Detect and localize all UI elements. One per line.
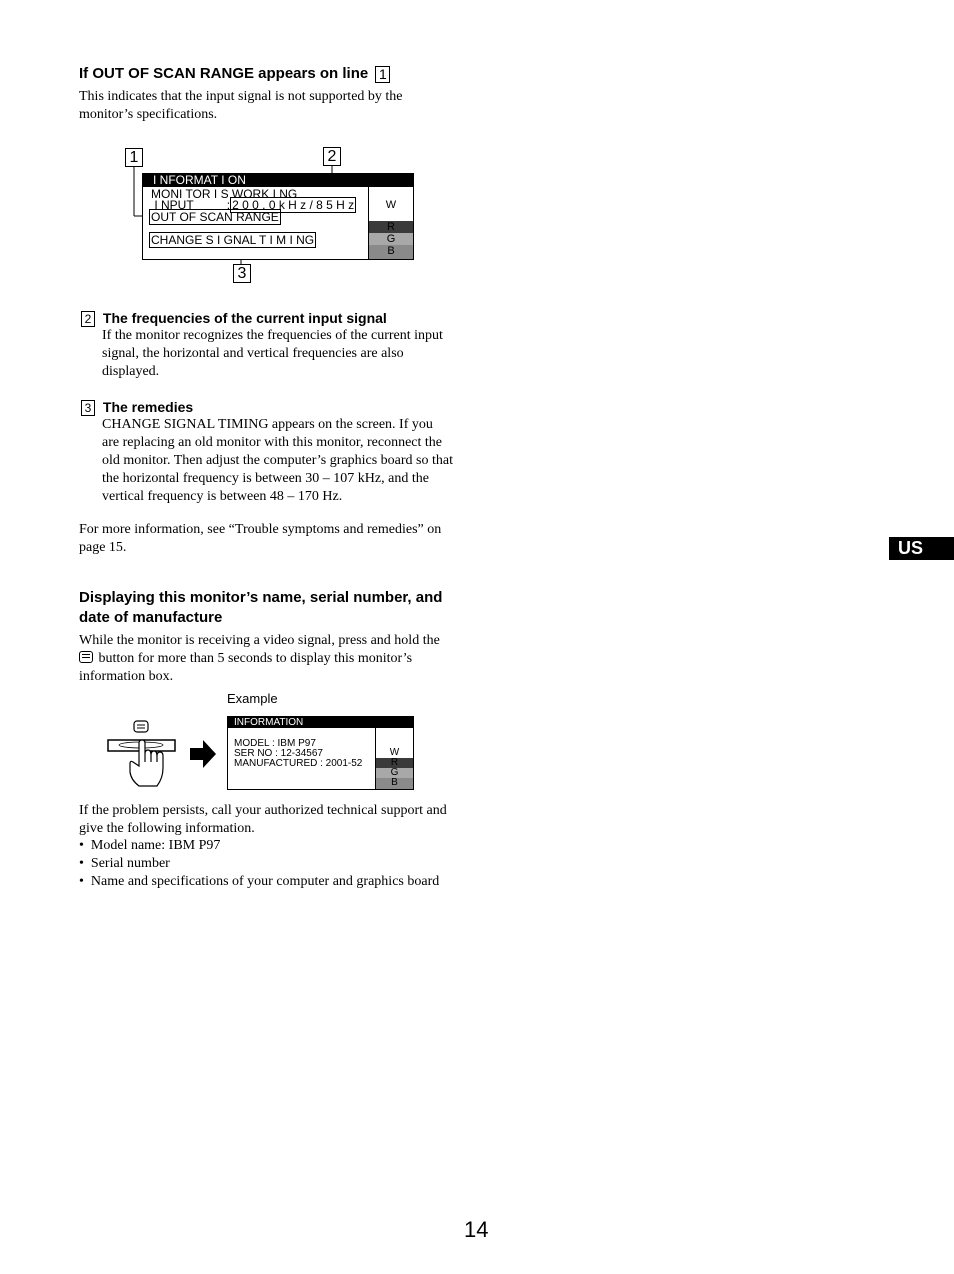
list-item: • Name and specifications of your computer and graphics board xyxy=(79,874,440,889)
osd2-serial: SER NO : 12-34567 xyxy=(234,748,323,759)
support-list xyxy=(79,837,459,891)
color-r: R xyxy=(369,221,413,233)
callout-2: 2 xyxy=(323,147,341,166)
color-b: B xyxy=(369,245,413,259)
support-paragraph: If the problem persists, call your authorized technical support and give the following information. xyxy=(79,803,447,836)
osd-input-label: I NPUT : xyxy=(151,198,231,212)
line-number-box: 1 xyxy=(375,66,390,83)
menu-button-icon xyxy=(79,651,93,663)
bullet-serial-number: Serial number xyxy=(90,856,170,871)
body-before-icon: While the monitor is receiving a video signal, press and hold the xyxy=(79,633,440,648)
item-3-heading xyxy=(81,398,453,416)
example-label: Example xyxy=(227,691,278,706)
more-info-paragraph: For more information, see “Trouble symptoms and remedies” on page 15. xyxy=(79,522,442,555)
osd2-color-r: R xyxy=(376,758,413,768)
menu-button-symbol xyxy=(134,721,148,732)
osd2-title: INFORMATION xyxy=(228,717,413,728)
item-2-heading xyxy=(81,309,453,327)
osd2-model: MODEL : IBM P97 xyxy=(234,738,316,749)
item-frequencies xyxy=(81,309,453,381)
color-w: W xyxy=(385,199,397,211)
osd2-color-w: W xyxy=(389,747,400,758)
arrow-right-icon xyxy=(190,740,216,768)
osd-change-signal-text: CHANGE S I GNAL T I M I NG xyxy=(151,233,315,247)
bullet-model-name: Model name: IBM P97 xyxy=(90,838,221,853)
section-heading-display-info: Displaying this monitor’s name, serial number, and date of manufacture xyxy=(79,589,443,626)
page-number: 14 xyxy=(464,1217,489,1242)
osd2-color-b: B xyxy=(376,778,413,789)
item-3-body: CHANGE SIGNAL TIMING appears on the screen. If you are replacing an old monitor with this monitor, reconnect the old monitor. Then adjust the computer’s graphics board so that the horizontal frequency is between 30 – 107 kHz, and the vertical frequency is between 48 – 170 Hz. xyxy=(102,417,453,505)
osd-line-working: MONI TOR I S WORK I NG xyxy=(151,187,298,201)
intro-paragraph: This indicates that the input signal is not supported by the monitor’s specifications. xyxy=(79,89,403,122)
osd2-color-column xyxy=(375,728,413,789)
list-item: • Serial number xyxy=(79,856,170,871)
osd-line-out-of-range xyxy=(149,211,281,223)
osd2-manufactured: MANUFACTURED : 2001-52 xyxy=(234,758,363,769)
osd-model-info-box xyxy=(227,716,414,790)
osd-out-of-range-text: OUT OF SCAN RANGE xyxy=(151,210,279,224)
hand-press-button-illustration xyxy=(105,718,225,790)
osd-color-column xyxy=(368,187,413,259)
language-tab: US xyxy=(889,537,954,560)
osd-information-box xyxy=(142,173,414,260)
color-g: G xyxy=(369,233,413,245)
callout-1: 1 xyxy=(125,148,143,167)
section-2-body xyxy=(79,632,457,686)
bullet-computer-specs: Name and specifications of your computer and graphics board xyxy=(90,874,440,889)
heading-text: If OUT OF SCAN RANGE appears on line xyxy=(79,65,369,82)
section-heading-out-of-scan xyxy=(79,64,390,84)
osd-input-frequency: 2 0 0 . 0 k H z / 8 5 H z xyxy=(232,198,355,212)
item-3-title: The remedies xyxy=(102,399,194,415)
item-2-title: The frequencies of the current input signal xyxy=(102,310,387,326)
item-remedies xyxy=(81,398,453,506)
callout-3: 3 xyxy=(233,264,251,283)
item-3-number: 3 xyxy=(81,400,95,416)
osd-line-change-signal xyxy=(149,234,316,246)
list-item: • Model name: IBM P97 xyxy=(79,838,221,853)
body-after-icon: button for more than 5 seconds to display this monitor’s information box. xyxy=(79,651,413,684)
osd2-color-g: G xyxy=(376,768,413,778)
item-2-number: 2 xyxy=(81,311,95,327)
item-2-body: If the monitor recognizes the frequencies of the current input signal, the horizontal and vertical frequencies are also displayed. xyxy=(102,328,443,380)
osd-title: I NFORMAT I ON xyxy=(143,174,413,187)
